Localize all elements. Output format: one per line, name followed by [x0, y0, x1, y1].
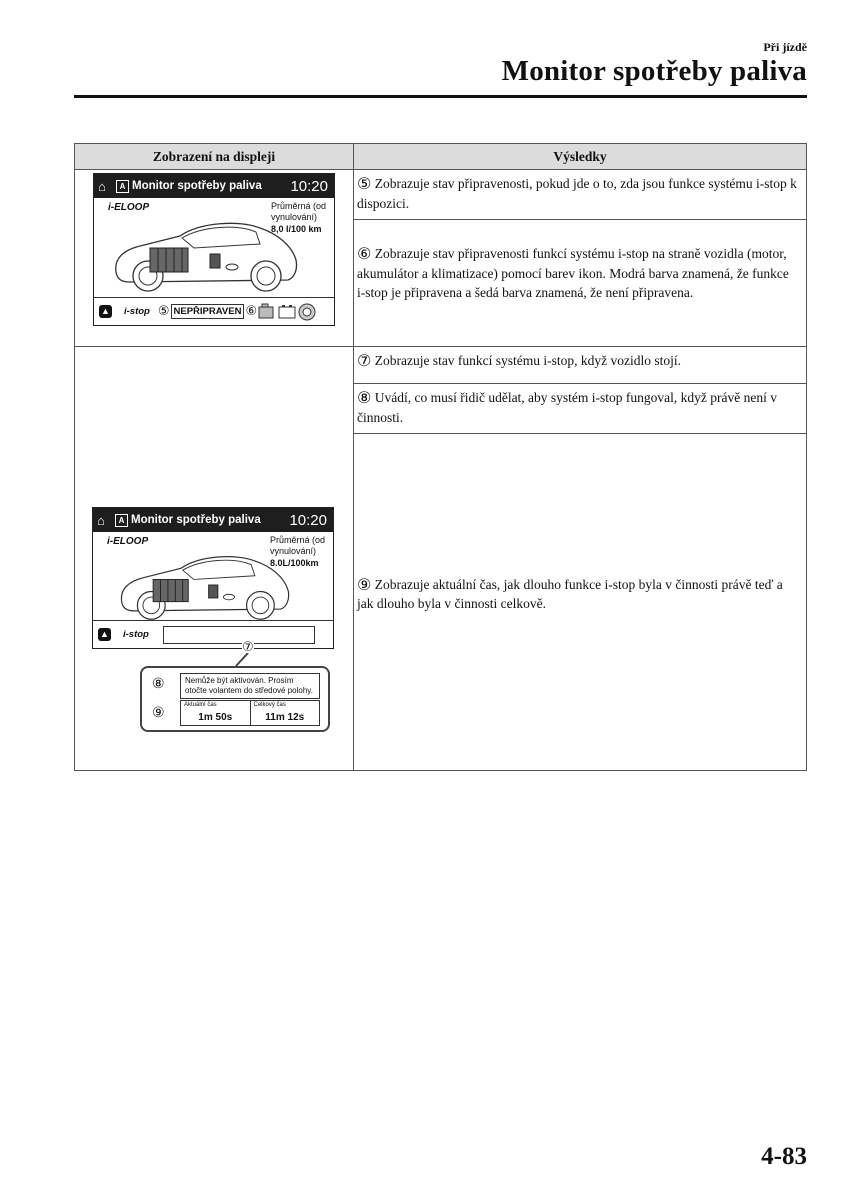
- display-footer: [94, 297, 334, 325]
- item-number: ⑧: [357, 388, 372, 407]
- average-consumption: [271, 201, 329, 235]
- callout-row-times: [150, 700, 320, 726]
- callout-pointer: [222, 653, 252, 667]
- table-row: [75, 170, 807, 220]
- average-value: 8,0 l/100 km: [271, 224, 322, 234]
- display-header: [93, 508, 333, 532]
- item-text: Zobrazuje stav připravenosti funkcí systému i-stop na straně vozidla (motor, akumulátor a klimatizace) pomocí barev ikon. Modrá barva znamená, že funkce i-stop je připravena a šedá barva znamená, že není připravena.: [357, 246, 789, 300]
- item-text: Zobrazuje stav připravenosti, pokud jde o to, zda jsou funkce systému i-stop k dispozici.: [357, 176, 797, 211]
- result-cell: [354, 220, 807, 347]
- column-header-results: Výsledky: [354, 144, 807, 170]
- result-cell: [354, 170, 807, 220]
- istop-message: Nemůže být aktivován. Prosím otočte volantem do středové polohy.: [180, 673, 320, 699]
- callout-marker-6: ⑥: [245, 304, 258, 319]
- battery-icon: [279, 305, 295, 318]
- current-time-label: Aktuální čas: [184, 702, 217, 708]
- column-header-display: Zobrazení na displeji: [75, 144, 354, 170]
- istop-status: NEPŘIPRAVEN: [171, 304, 245, 319]
- display-body: [93, 532, 333, 620]
- istop-label: i-stop: [124, 306, 150, 317]
- results-table: [74, 143, 807, 771]
- item-number: ⑥: [357, 244, 372, 263]
- current-time-value: 1m 50s: [198, 712, 233, 723]
- callout-marker-7: ⑦: [242, 640, 254, 655]
- item-number: ⑦: [357, 351, 372, 370]
- auto-badge: A: [116, 180, 129, 193]
- total-time: [250, 701, 320, 725]
- display-cell-2: [75, 347, 354, 771]
- display-title: Monitor spotřeby paliva: [132, 180, 262, 192]
- display-title: Monitor spotřeby paliva: [131, 514, 261, 526]
- display-cell-1: [75, 170, 354, 347]
- total-time-label: Celkový čas: [253, 702, 286, 708]
- title-rule: [74, 95, 807, 98]
- callout-marker-8: ⑧: [152, 676, 165, 692]
- item-text: Zobrazuje aktuální čas, jak dlouho funkce i-stop byla v činnosti právě teď a jak dlouho byla v činnosti celkově.: [357, 576, 783, 611]
- istop-times: [180, 700, 320, 726]
- callout-box: [140, 666, 330, 732]
- display-footer: [93, 620, 333, 648]
- home-icon: ⌂: [97, 512, 105, 528]
- result-cell: [354, 384, 807, 434]
- auto-badge: A: [115, 514, 128, 527]
- item-text: Zobrazuje stav funkcí systému i-stop, když vozidlo stojí.: [374, 353, 682, 368]
- result-cell: [354, 434, 807, 771]
- table-row: [75, 347, 807, 384]
- engine-icon: [259, 304, 273, 318]
- display-time: 10:20: [289, 511, 327, 529]
- display-body: [94, 198, 334, 297]
- display-header: [94, 174, 334, 198]
- page-number: 4-83: [761, 1143, 807, 1170]
- table-header-row: [75, 144, 807, 170]
- average-label: Průměrná (od vynulování): [271, 201, 327, 222]
- fuel-monitor-display: [92, 507, 334, 649]
- callout-row-message: [150, 673, 320, 695]
- current-time: [181, 701, 250, 725]
- average-consumption: [270, 535, 328, 569]
- readiness-icons: [257, 302, 317, 322]
- fuel-monitor-display: [93, 173, 335, 326]
- section-label: Při jízdě: [763, 40, 807, 54]
- air-conditioning-icon: [299, 304, 315, 320]
- display-2-wrapper: [92, 507, 334, 723]
- chevron-up-icon[interactable]: ▲: [98, 628, 111, 641]
- ieloop-label: i-ELOOP: [108, 202, 150, 213]
- ieloop-label: i-ELOOP: [107, 536, 149, 547]
- result-cell: [354, 347, 807, 384]
- item-text: Uvádí, co musí řidič udělat, aby systém i-stop fungoval, když právě není v činnosti.: [357, 390, 778, 425]
- average-label: Průměrná (od vynulování): [270, 535, 326, 556]
- display-time: 10:20: [290, 177, 328, 195]
- item-number: ⑨: [357, 574, 372, 594]
- item-number: ⑤: [357, 174, 372, 193]
- istop-label: i-stop: [123, 629, 149, 640]
- istop-status-box: [163, 626, 315, 644]
- chevron-up-icon[interactable]: ▲: [99, 305, 112, 318]
- total-time-value: 11m 12s: [265, 712, 305, 723]
- page-title: Monitor spotřeby paliva: [501, 55, 807, 87]
- callout-marker-9: ⑨: [152, 705, 165, 721]
- average-value: 8.0L/100km: [270, 558, 319, 568]
- home-icon: ⌂: [98, 178, 106, 194]
- callout-marker-5: ⑤: [157, 304, 170, 319]
